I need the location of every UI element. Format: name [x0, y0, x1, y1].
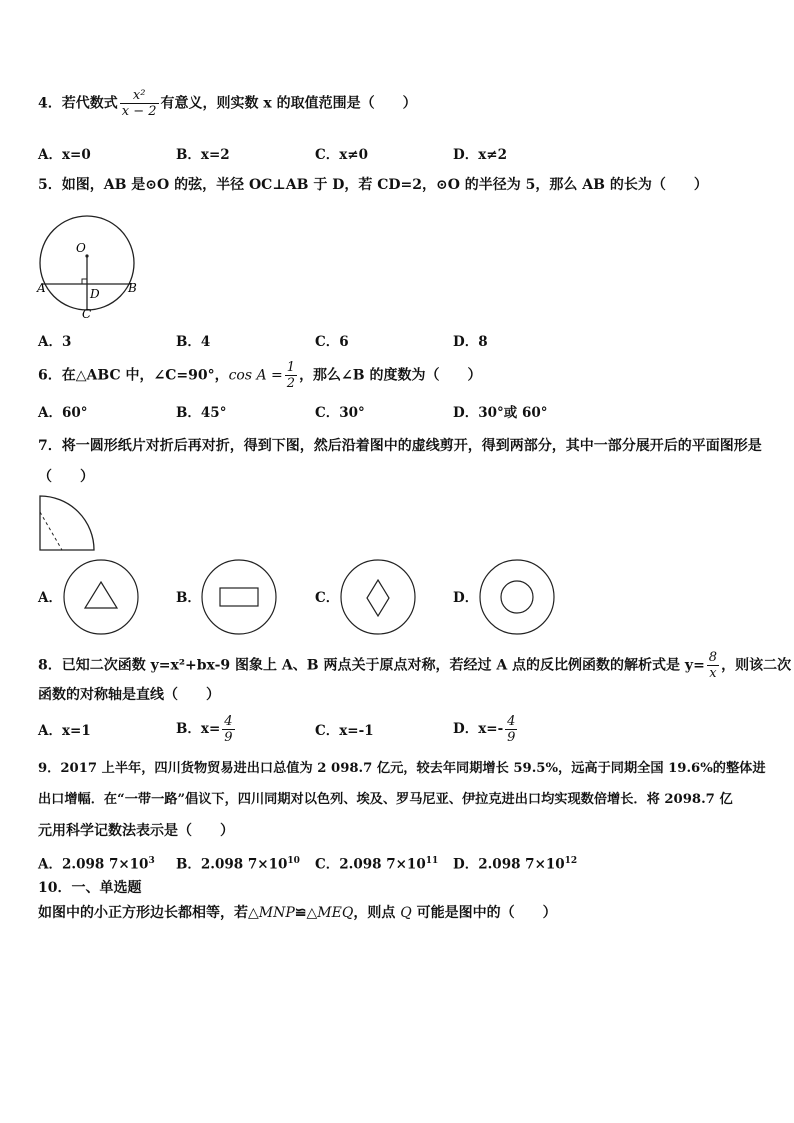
q4-stem-pre: 4．若代数式 — [38, 95, 118, 112]
q9-option-a-base: A．2.098 7×10 — [38, 856, 149, 873]
q5-stem: 5．如图，AB 是⊙O 的弦，半径 OC⊥AB 于 D，若 CD=2，⊙O 的半径为 5，那么 AB 的长为（ ） — [38, 177, 708, 193]
q6-numerator: 1 — [286, 360, 296, 375]
q4-stem — [38, 88, 417, 119]
q5-option-d[interactable]: D．8 — [453, 334, 488, 350]
q10-heading: 10．一、单选题 — [38, 880, 142, 896]
q7-b-outer-circle — [202, 560, 276, 634]
q8-fraction — [707, 650, 719, 681]
q4-option-c[interactable]: C．x≠0 — [315, 147, 368, 163]
q5-label-b: B — [128, 281, 137, 295]
q6-fraction — [285, 360, 297, 391]
q8-stem-post: ，则该二次 — [721, 657, 792, 674]
q8-option-d-fraction — [505, 714, 517, 745]
q10-stem-end: 可能是图中的（ ） — [411, 905, 557, 921]
q7-option-d-label[interactable]: D． — [453, 590, 479, 606]
q6-option-a[interactable]: A．60° — [38, 405, 88, 421]
q6-stem-pre: 6．在△ABC 中，∠C=90°， — [38, 367, 229, 384]
q10-triangle-2: MEQ — [317, 905, 354, 921]
q7-a-outer-circle — [64, 560, 138, 634]
q7-d-outer-circle — [480, 560, 554, 634]
q10-congruent-sign: ≌△ — [294, 905, 318, 921]
q10-triangle-1: MNP — [258, 905, 295, 921]
q5-label-d: D — [90, 287, 100, 301]
q9-option-a-exp: 3 — [148, 856, 155, 866]
q9-option-b[interactable] — [176, 852, 300, 874]
q5-option-a[interactable]: A．3 — [38, 334, 72, 350]
q7-option-d-figure[interactable] — [478, 558, 556, 636]
q7-dashed-cut-line — [40, 512, 62, 550]
q8-option-d-text: D．x=- — [453, 721, 504, 737]
q9-option-d-exp: 12 — [564, 856, 578, 866]
q7-stem-line1: 7．将一圆形纸片对折后再对折，得到下图，然后沿着图中的虚线剪开，得到两部分，其中一部分展开后的平面图形是 — [38, 438, 762, 454]
q5-label-c: C — [82, 307, 92, 320]
q7-stem-line2: （ ） — [38, 469, 94, 485]
q6-stem-post: ，那么∠B 的度数为（ ） — [299, 367, 482, 384]
q7-a-triangle — [85, 582, 117, 608]
q9-option-a[interactable] — [38, 852, 155, 874]
q8-option-c[interactable]: C．x=-1 — [315, 723, 374, 739]
q4-numerator: x² — [120, 88, 159, 104]
q8-option-b-numerator: 4 — [224, 714, 233, 729]
q10-stem-post: ，则点 — [353, 905, 401, 921]
q6-cos-expression: cos A = — [228, 367, 283, 384]
q9-option-c[interactable] — [315, 852, 438, 874]
q9-option-d[interactable] — [453, 852, 577, 874]
q7-option-a-label[interactable]: A． — [38, 590, 62, 606]
q8-stem-pre: 8．已知二次函数 y=x²+bx-9 图象上 A、B 两点关于原点对称，若经过 A 点的反比例函数的解析式是 y= — [38, 657, 705, 674]
q5-circle-figure — [36, 212, 140, 320]
q9-option-b-base: B．2.098 7×10 — [176, 856, 288, 873]
q8-stem-line2: 函数的对称轴是直线（ ） — [38, 687, 220, 703]
q9-option-c-base: C．2.098 7×10 — [315, 856, 426, 873]
q8-option-d[interactable] — [453, 714, 519, 745]
q5-option-c[interactable]: C．6 — [315, 334, 349, 350]
q5-label-o: O — [76, 241, 86, 255]
q7-c-rhombus — [367, 580, 389, 616]
q7-folded-paper-figure — [38, 492, 98, 552]
q8-numerator: 8 — [708, 650, 718, 665]
q8-option-b-denominator: 9 — [224, 730, 233, 745]
q10-stem-pre: 如图中的小正方形边长都相等，若△ — [38, 905, 259, 921]
q10-point-q: Q — [400, 905, 412, 921]
q8-option-a[interactable]: A．x=1 — [38, 723, 91, 739]
q7-b-rectangle — [220, 588, 258, 606]
q7-d-inner-circle — [501, 581, 533, 613]
q4-fraction — [120, 88, 159, 119]
q8-stem — [38, 650, 791, 681]
q8-option-d-denominator: 9 — [507, 730, 516, 745]
q5-right-angle-mark — [82, 279, 87, 284]
q10-stem — [38, 904, 557, 922]
q8-denominator: x — [709, 666, 717, 681]
q6-option-c[interactable]: C．30° — [315, 405, 365, 421]
q8-option-d-numerator: 4 — [507, 714, 516, 729]
q9-option-d-base: D．2.098 7×10 — [453, 856, 565, 873]
q7-quarter-circle — [40, 496, 94, 550]
q5-option-b[interactable]: B．4 — [176, 334, 211, 350]
q4-denominator: x − 2 — [121, 104, 157, 119]
q7-option-c-label[interactable]: C． — [315, 590, 340, 606]
q9-option-c-exp: 11 — [425, 856, 439, 866]
q6-stem — [38, 360, 482, 391]
q4-stem-post: 有意义，则实数 x 的取值范围是（ ） — [160, 95, 417, 112]
q5-center-point — [85, 254, 88, 257]
q8-option-b-fraction — [222, 714, 234, 745]
q7-option-b-figure[interactable] — [200, 558, 278, 636]
q6-option-d[interactable]: D．30°或 60° — [453, 405, 548, 421]
q9-stem-line2: 出口增幅．在“一带一路”倡议下，四川同期对以色列、埃及、罗马尼亚、伊拉克进出口均实现数倍增长．将 2098.7 亿 — [38, 792, 733, 807]
q8-option-b-text: B．x= — [176, 721, 221, 737]
q5-label-a: A — [37, 281, 46, 295]
q4-option-a[interactable]: A．x=0 — [38, 147, 91, 163]
q7-option-b-label[interactable]: B． — [176, 590, 201, 606]
q7-option-c-figure[interactable] — [339, 558, 417, 636]
q8-option-b[interactable] — [176, 714, 237, 745]
q6-option-b[interactable]: B．45° — [176, 405, 227, 421]
q7-c-outer-circle — [341, 560, 415, 634]
q7-option-a-figure[interactable] — [62, 558, 140, 636]
q4-option-d[interactable]: D．x≠2 — [453, 147, 507, 163]
q6-denominator: 2 — [286, 376, 296, 391]
q9-stem-line3: 元用科学记数法表示是（ ） — [38, 823, 234, 839]
q4-option-b[interactable]: B．x=2 — [176, 147, 230, 163]
q9-stem-line1: 9．2017 上半年，四川货物贸易进出口总值为 2 098.7 亿元，较去年同期增长 59.5%，远高于同期全国 19.6%的整体进 — [38, 761, 766, 776]
q9-option-b-exp: 10 — [287, 856, 300, 866]
